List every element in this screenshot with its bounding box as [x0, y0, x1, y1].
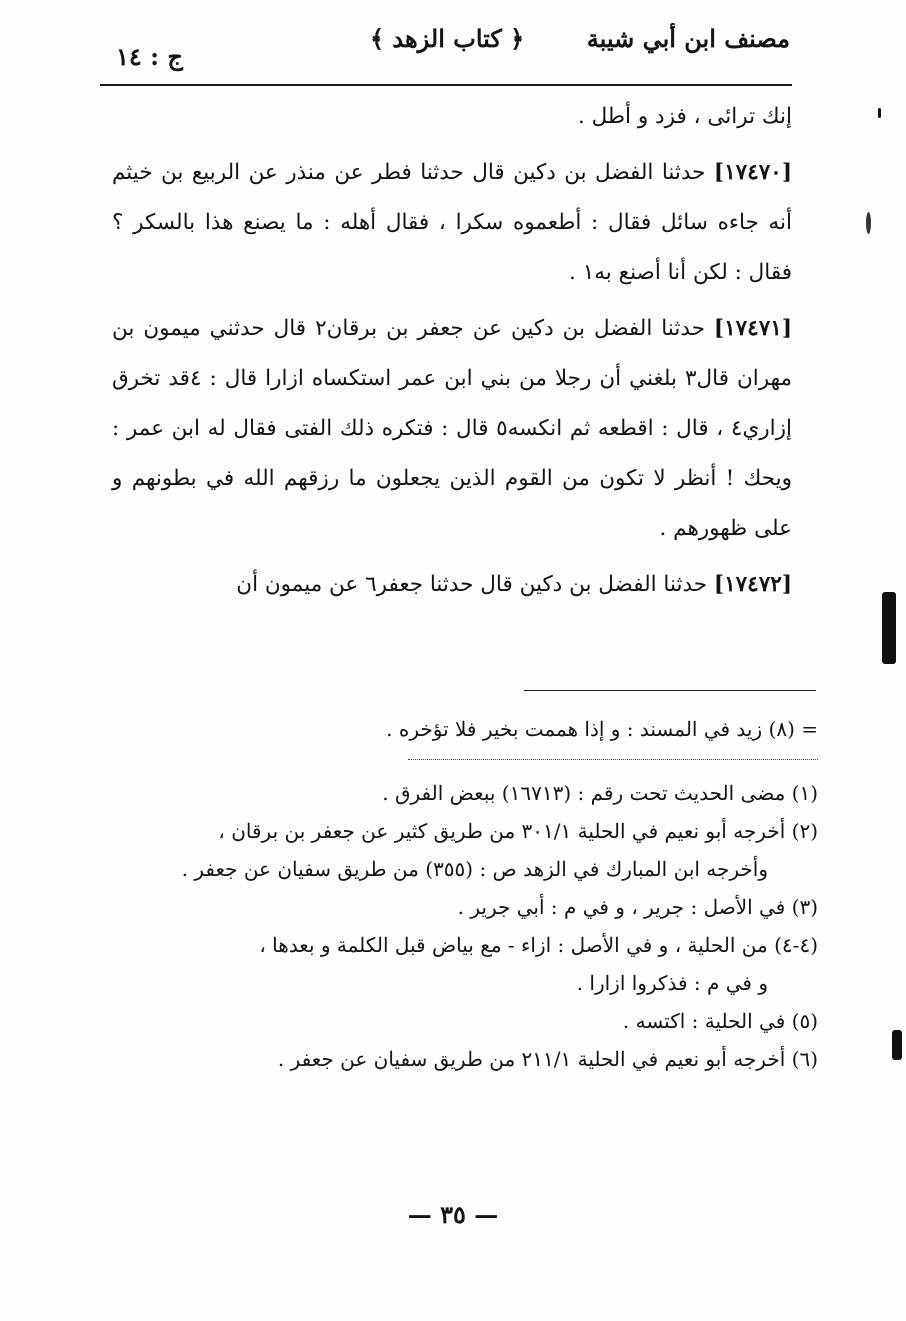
- hadith-text: حدثنا الفضل بن دكين عن جعفر بن برقان٢ قال حدثني ميمون بن مهران قال٣ بلغني أن رجلا من بني ابن عمر استكساه ازارا قال : ٤قد تخرق إزاري٤ ، قال : اقطعه ثم انكسه٥ قال : فتكره ذلك الفتى فقال له ابن عمر : ويحك ! أنظر لا تكون من القوم الذين يجعلون ما رزقهم الله في بطونهم و على ظهورهم .: [112, 316, 793, 541]
- chapter-title: ﴿ كتاب الزهد ﴾: [370, 24, 525, 53]
- hadith-number: [١٧٤٧١]: [713, 316, 793, 341]
- page-number: — ٣٥ —: [407, 1200, 499, 1229]
- scan-edge-mark: [892, 1030, 902, 1060]
- hadith-text: حدثنا الفضل بن دكين قال حدثنا فطر عن منذر عن الربيع بن خيثم أنه جاءه سائل فقال : أطعموه سكرا ، فقال أهله : ما يصنع هذا بالسكر ؟ فقال : لكن أنا أصنع به١ .: [112, 160, 792, 285]
- footnote-continuation: = (٨) زيد في المسند : و إذا هممت بخير فلا تؤخره .: [386, 717, 818, 741]
- book-title: مصنف ابن أبي شيبة: [586, 24, 790, 53]
- footnote-rule: [524, 690, 816, 691]
- scan-speck: [878, 108, 881, 118]
- footnotes: [130, 710, 818, 1078]
- footnote-1: (١) مضى الحديث تحت رقم : (١٦٧١٣) ببعض الفرق .: [382, 781, 818, 805]
- volume-number: ج : ١٤: [116, 42, 183, 71]
- hadith-17471: [112, 304, 792, 554]
- hadith-17472: [112, 560, 792, 610]
- footnote-2-cont: وأخرجه ابن المبارك في الزهد ص : (٣٥٥) من طريق سفيان عن جعفر .: [181, 857, 768, 881]
- footnote-4: (٤-٤) من الحلية ، و في الأصل : ازاء - مع بياض قبل الكلمة و بعدها ،: [259, 933, 818, 957]
- continuation-line: إنك ترائى ، فزد و أطل .: [577, 104, 792, 129]
- footnote-4-cont: و في م : فذكروا ازارا .: [576, 971, 768, 995]
- hadith-text: حدثنا الفضل بن دكين قال حدثنا جعفر٦ عن ميمون أن: [236, 572, 714, 597]
- hadith-number: [١٧٤٧٢]: [713, 572, 792, 597]
- header-rule: [100, 84, 792, 86]
- footnote-5: (٥) في الحلية : اكتسه .: [622, 1009, 818, 1033]
- hadith-number: [١٧٤٧٠]: [713, 160, 792, 185]
- main-text: [112, 92, 792, 610]
- scan-speck: [866, 212, 871, 234]
- hadith-17470: [112, 148, 792, 298]
- running-header: [100, 14, 790, 71]
- footnote-2: (٢) أخرجه أبو نعيم في الحلية ٣٠١/١ من طريق كثير عن جعفر بن برقان ،: [218, 819, 818, 843]
- footnote-6: (٦) أخرجه أبو نعيم في الحلية ٢١١/١ من طريق سفيان عن جعفر .: [277, 1047, 818, 1071]
- scan-edge-mark: [882, 592, 896, 664]
- footnote-separator: [408, 756, 818, 760]
- footnote-3: (٣) في الأصل : جرير ، و في م : أبي جرير .: [457, 895, 818, 919]
